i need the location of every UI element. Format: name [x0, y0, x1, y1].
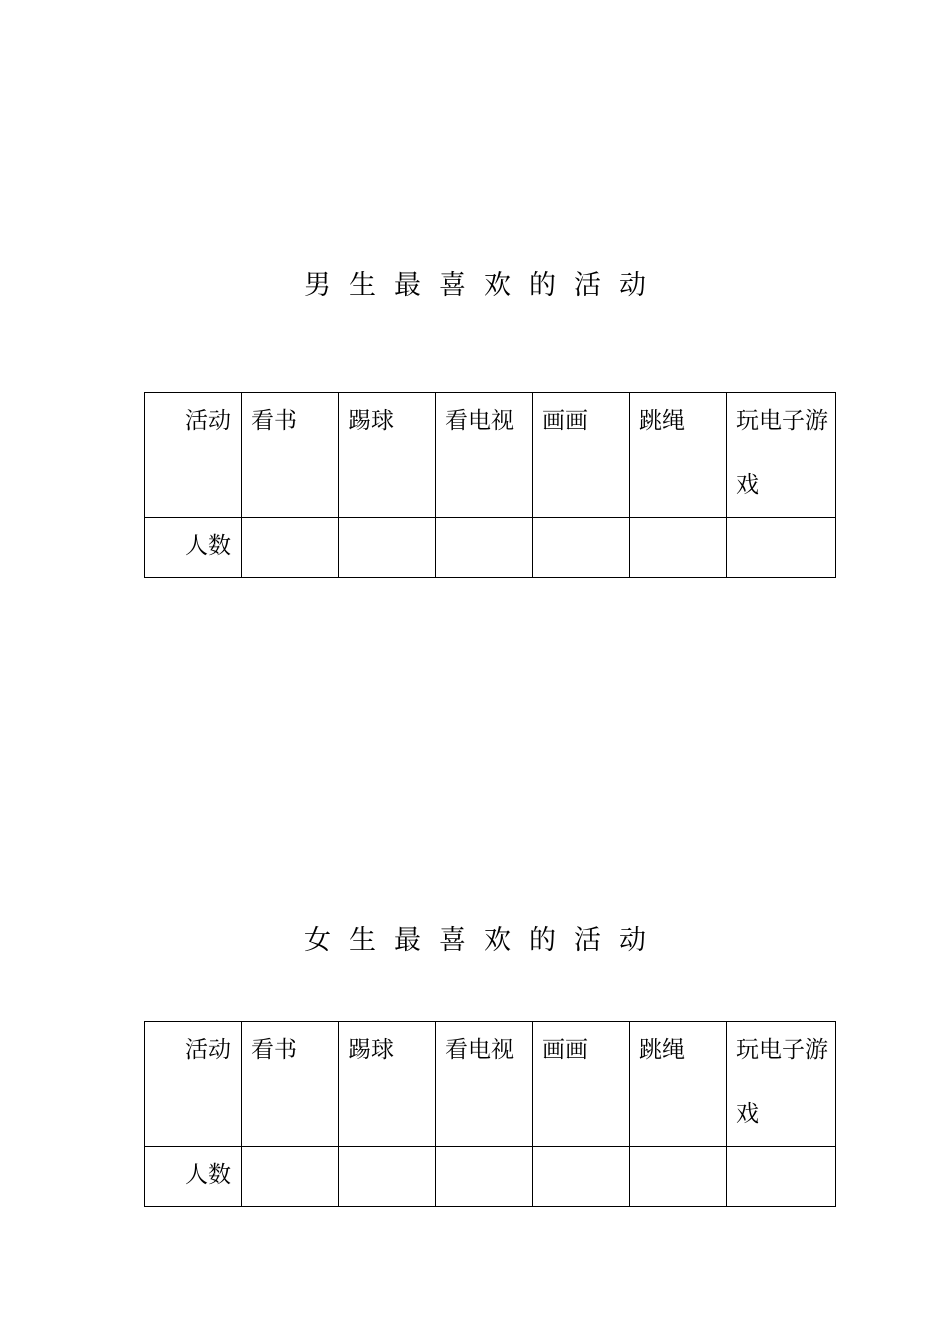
- count-cell-tv[interactable]: [436, 1147, 533, 1207]
- count-cell-jump-rope[interactable]: [630, 518, 727, 578]
- count-row: [145, 1147, 836, 1207]
- count-cell-video-games[interactable]: [727, 1147, 836, 1207]
- count-cell-reading[interactable]: [242, 518, 339, 578]
- activity-cell-tv: 看电视: [436, 393, 533, 518]
- count-row: [145, 518, 836, 578]
- count-cell-reading[interactable]: [242, 1147, 339, 1207]
- girls-table-title: 女生最喜欢的活动: [304, 925, 664, 956]
- girls-activity-table: [144, 1021, 836, 1207]
- count-row-header: 人数: [145, 518, 242, 578]
- activity-row: [145, 1022, 836, 1147]
- activity-cell-video-games: 玩电子游戏: [727, 393, 836, 518]
- count-cell-jump-rope[interactable]: [630, 1147, 727, 1207]
- count-cell-football[interactable]: [339, 1147, 436, 1207]
- activity-cell-reading: 看书: [242, 1022, 339, 1147]
- activity-cell-football: 踢球: [339, 1022, 436, 1147]
- activity-row-header: 活动: [145, 1022, 242, 1147]
- count-cell-drawing[interactable]: [533, 1147, 630, 1207]
- boys-table-title: 男生最喜欢的活动: [304, 270, 664, 301]
- activity-cell-reading: 看书: [242, 393, 339, 518]
- activity-cell-tv: 看电视: [436, 1022, 533, 1147]
- count-cell-video-games[interactable]: [727, 518, 836, 578]
- activity-cell-jump-rope: 跳绳: [630, 393, 727, 518]
- boys-activity-table: [144, 392, 836, 578]
- activity-cell-jump-rope: 跳绳: [630, 1022, 727, 1147]
- activity-cell-drawing: 画画: [533, 393, 630, 518]
- activity-cell-video-games: 玩电子游戏: [727, 1022, 836, 1147]
- count-row-header: 人数: [145, 1147, 242, 1207]
- activity-cell-football: 踢球: [339, 393, 436, 518]
- count-cell-drawing[interactable]: [533, 518, 630, 578]
- activity-cell-drawing: 画画: [533, 1022, 630, 1147]
- activity-row: [145, 393, 836, 518]
- count-cell-football[interactable]: [339, 518, 436, 578]
- activity-row-header: 活动: [145, 393, 242, 518]
- count-cell-tv[interactable]: [436, 518, 533, 578]
